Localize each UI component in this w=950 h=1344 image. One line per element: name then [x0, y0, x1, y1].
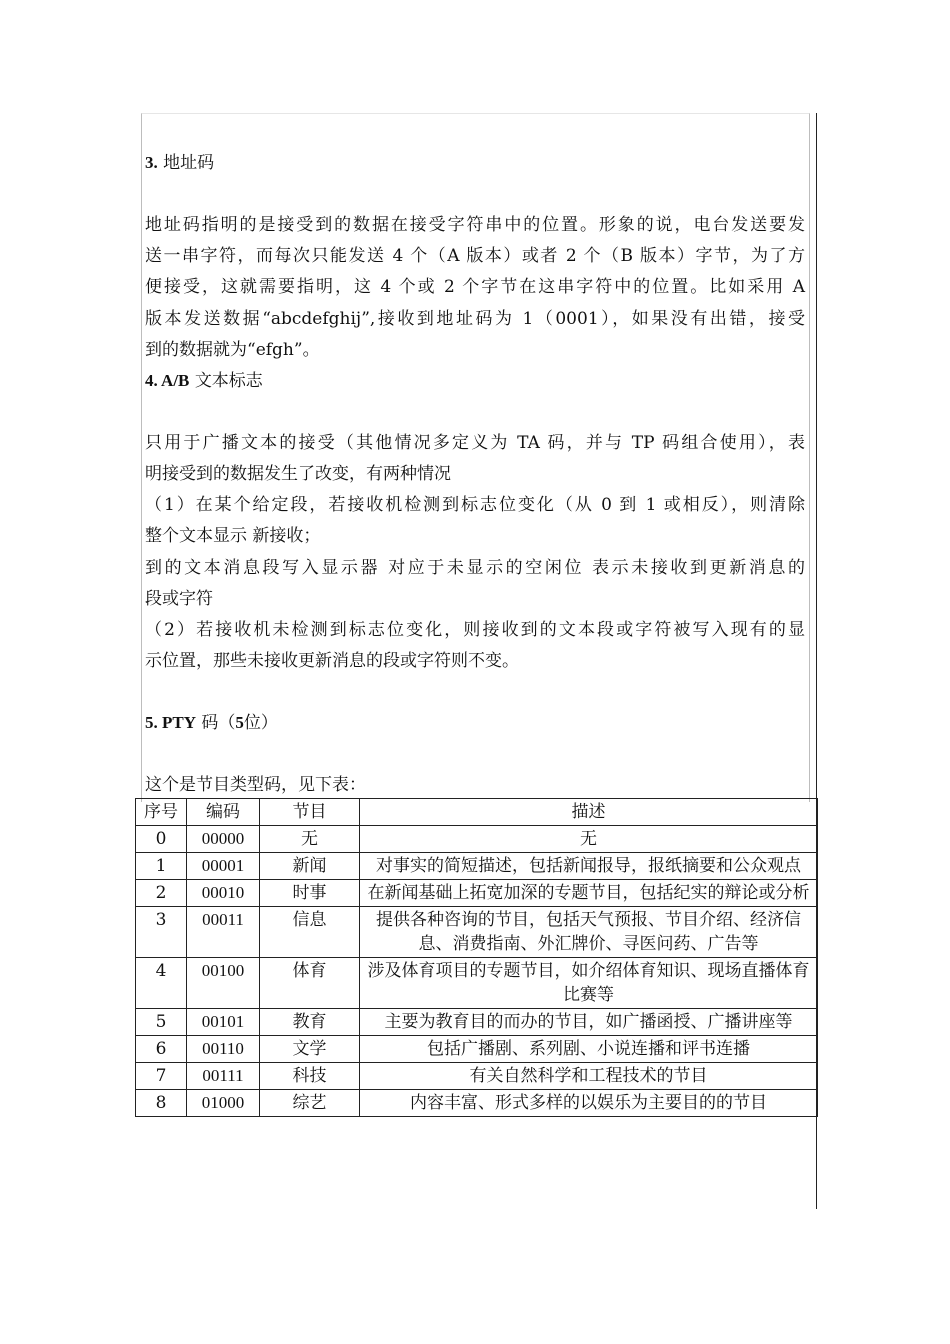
cell-program: 信息	[260, 907, 360, 958]
section-3-title: 地址码	[163, 153, 215, 173]
cell-index: 2	[136, 880, 187, 907]
cell-program: 时事	[260, 880, 360, 907]
table-row	[136, 853, 818, 880]
section-4-line: 段或字符	[145, 589, 213, 609]
section-3-line: 便接受，这就需要指明，这 4 个或 2 个字节在这串字符中的位置。比如采用 A	[145, 277, 805, 297]
table-row	[136, 1036, 818, 1063]
cell-code: 00010	[187, 880, 260, 907]
cell-code: 00100	[187, 958, 260, 1009]
section-5-title: 码（	[201, 713, 236, 733]
section-4-line: 只用于广播文本的接受（其他情况多定义为 TA 码，并与 TP 码组合使用），表	[145, 433, 805, 453]
section-5-bits: 5	[235, 713, 244, 732]
cell-code: 00101	[187, 1009, 260, 1036]
section-4-heading	[145, 366, 263, 396]
cell-code: 00001	[187, 853, 260, 880]
section-3-line: 送一串字符，而每次只能发送 4 个（A 版本）或者 2 个（B 版本）字节，为了方	[145, 246, 805, 266]
header-code: 编码	[187, 799, 260, 826]
section-5-intro: 这个是节目类型码，见下表：	[145, 775, 366, 795]
cell-program: 综艺	[260, 1090, 360, 1117]
section-4-line: （1）在某个给定段，若接收机检测到标志位变化（从 0 到 1 或相反），则清除	[145, 495, 805, 515]
table-row	[136, 1090, 818, 1117]
cell-code: 00110	[187, 1036, 260, 1063]
table-row	[136, 880, 818, 907]
section-5-number: 5. PTY	[145, 713, 196, 732]
header-program: 节目	[260, 799, 360, 826]
section-4-line: 到的文本消息段写入显示器 对应于未显示的空闲位 表示未接收到更新消息的	[145, 558, 805, 578]
cell-program: 体育	[260, 958, 360, 1009]
cell-program: 教育	[260, 1009, 360, 1036]
cell-index: 6	[136, 1036, 187, 1063]
section-3-heading	[145, 148, 214, 178]
header-description: 描述	[360, 799, 818, 826]
pty-table	[135, 798, 818, 1117]
cell-program: 新闻	[260, 853, 360, 880]
section-5-heading	[145, 708, 278, 738]
cell-code: 00000	[187, 826, 260, 853]
cell-code: 01000	[187, 1090, 260, 1117]
cell-index: 5	[136, 1009, 187, 1036]
header-index-label: 序号	[144, 802, 178, 822]
table-header-row	[136, 799, 818, 826]
section-3-line: 版本发送数据“abcdefghij”,接收到地址码为 1（0001），如果没有出错，接受	[145, 309, 805, 329]
cell-code: 00111	[187, 1063, 260, 1090]
cell-index: 1	[136, 853, 187, 880]
cell-index: 8	[136, 1090, 187, 1117]
cell-description: 主要为教育目的而办的节目，如广播函授、广播讲座等	[360, 1009, 818, 1036]
cell-code: 00011	[187, 907, 260, 958]
cell-index: 7	[136, 1063, 187, 1090]
section-5-title-end: 位）	[243, 713, 278, 733]
table-row	[136, 907, 818, 958]
cell-index: 4	[136, 958, 187, 1009]
section-4-line: 明接受到的数据发生了改变，有两种情况	[145, 464, 451, 484]
cell-program: 科技	[260, 1063, 360, 1090]
cell-description: 内容丰富、形式多样的以娱乐为主要目的的节目	[360, 1090, 818, 1117]
cell-program: 无	[260, 826, 360, 853]
cell-description: 在新闻基础上拓宽加深的专题节目，包括纪实的辩论或分析	[360, 880, 818, 907]
section-4-line: 示位置，那些未接收更新消息的段或字符则不变。	[145, 651, 519, 671]
cell-index: 0	[136, 826, 187, 853]
table-row	[136, 1063, 818, 1090]
cell-description: 提供各种咨询的节目，包括天气预报、节目介绍、经济信息、消费指南、外汇牌价、寻医问药、广告等	[360, 907, 818, 958]
cell-description: 无	[360, 826, 818, 853]
cell-index: 3	[136, 907, 187, 958]
table-row	[136, 958, 818, 1009]
section-4-number: 4. A/B	[145, 371, 190, 390]
section-4-line: 整个文本显示 新接收；	[145, 526, 321, 546]
section-3-line: 地址码指明的是接受到的数据在接受字符串中的位置。形象的说，电台发送要发	[145, 215, 805, 235]
cell-program: 文学	[260, 1036, 360, 1063]
cell-description: 有关自然科学和工程技术的节目	[360, 1063, 818, 1090]
table-row	[136, 826, 818, 853]
section-3-line: 到的数据就为“efgh”。	[145, 340, 320, 360]
cell-description: 对事实的简短描述，包括新闻报导，报纸摘要和公众观点	[360, 853, 818, 880]
section-3-number: 3.	[145, 153, 158, 172]
section-4-line: （2）若接收机未检测到标志位变化，则接收到的文本段或字符被写入现有的显	[145, 620, 805, 640]
section-4-title: 文本标志	[194, 371, 263, 391]
header-index	[136, 799, 187, 826]
table-row	[136, 1009, 818, 1036]
cell-description: 包括广播剧、系列剧、小说连播和评书连播	[360, 1036, 818, 1063]
cell-description: 涉及体育项目的专题节目，如介绍体育知识、现场直播体育比赛等	[360, 958, 818, 1009]
